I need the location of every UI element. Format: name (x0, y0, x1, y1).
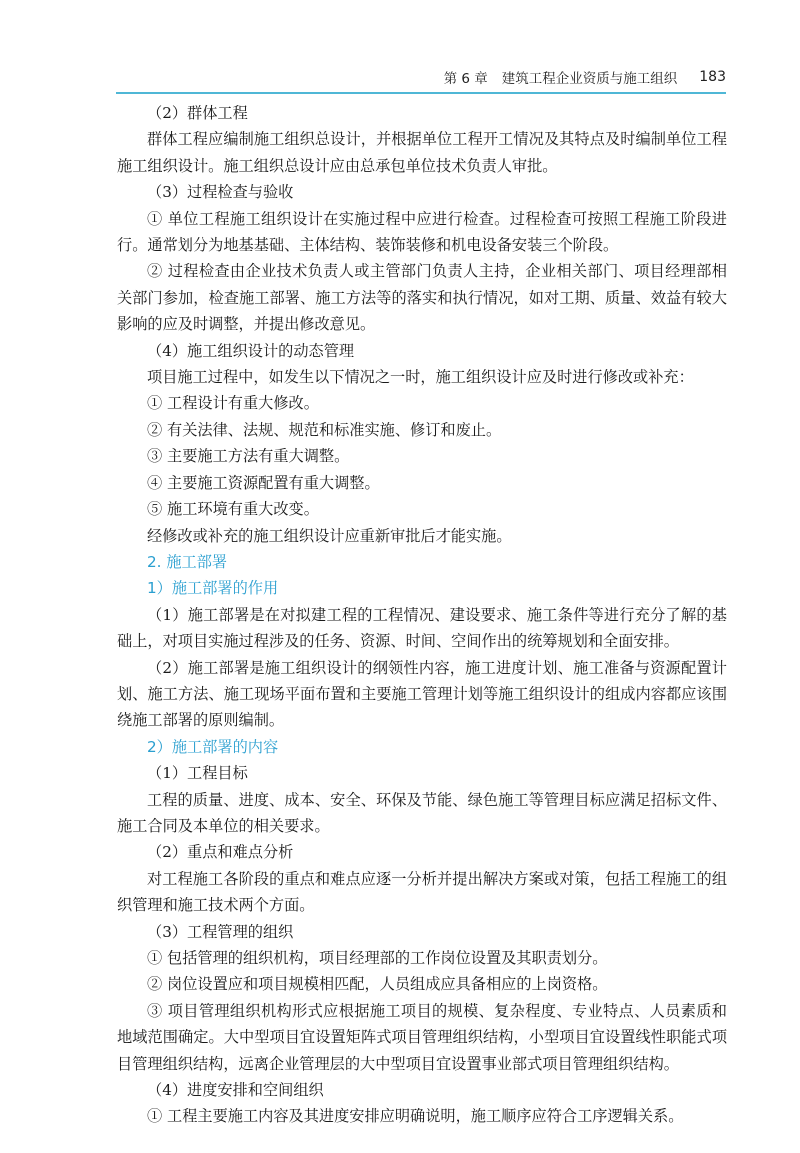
header-rule (116, 92, 726, 94)
chapter-label: 第 6 章 (443, 71, 488, 87)
paragraph: 经修改或补充的施工组织设计应重新审批后才能实施。 (147, 526, 512, 545)
paragraph: 群体工程应编制施工组织总设计，并根据单位工程开工情况及其特点及时编制单位工程施工组织设计。施工组织总设计应由总承包单位技术负责人审批。 (117, 130, 727, 175)
page-number: 183 (699, 69, 726, 85)
paragraph: ④ 主要施工资源配置有重大调整。 (147, 473, 380, 492)
paragraph: ① 工程设计有重大修改。 (147, 394, 319, 413)
paragraph: ② 有关法律、法规、规范和标准实施、修订和废止。 (147, 420, 502, 439)
paragraph: （2）重点和难点分析 (147, 843, 294, 862)
paragraph: （1）施工部署是在对拟建工程的工程情况、建设要求、施工条件等进行充分了解的基础上，对项目实施过程涉及的任务、资源、时间、空间作出的统筹规划和全面安排。 (117, 605, 727, 651)
paragraph: ① 包括管理的组织机构，项目经理部的工作岗位设置及其职责划分。 (147, 949, 608, 967)
section-heading: 1）施工部署的作用 (147, 579, 279, 598)
body-text (117, 100, 727, 1130)
chapter-title: 建筑工程企业资质与施工组织 (501, 71, 678, 87)
paragraph: （4）进度安排和空间组织 (147, 1081, 324, 1100)
paragraph: ② 岗位设置应和项目规模相匹配，人员组成应具备相应的上岗资格。 (147, 975, 608, 994)
paragraph: （3）工程管理的组织 (147, 922, 294, 941)
paragraph: 对工程施工各阶段的重点和难点应逐一分析并提出解决方案或对策，包括工程施工的组织管理和施工技术两个方面。 (117, 869, 727, 915)
paragraph: ③ 主要施工方法有重大调整。 (147, 447, 350, 466)
paragraph: ③ 项目管理组织机构形式应根据施工项目的规模、复杂程度、专业特点、人员素质和地域范围确定。大中型项目宜设置矩阵式项目管理组织结构，小型项目宜设置线性职能式项目管理组织结构，远离企业管理层的大中型项目宜设置事业部式项目管理组织结构。 (117, 1001, 727, 1073)
paragraph: （1）工程目标 (147, 764, 248, 783)
paragraph: ① 工程主要施工内容及其进度安排应明确说明，施工顺序应符合工序逻辑关系。 (147, 1107, 684, 1126)
paragraph: （2）施工部署是施工组织设计的纲领性内容，施工进度计划、施工准备与资源配置计划、施工方法、施工现场平面布置和主要施工管理计划等施工组织设计的组成内容都应该围绕施工部署的原则编制。 (117, 658, 727, 730)
paragraph: ② 过程检查由企业技术负责人或主管部门负责人主持，企业相关部门、项目经理部相关部门参加，检查施工部署、施工方法等的落实和执行情况，如对工期、质量、效益有较大影响的应及时调整，并提出修改意见。 (117, 262, 727, 334)
section-heading: 2. 施工部署 (147, 552, 228, 571)
paragraph: （3）过程检查与验收 (147, 183, 294, 202)
paragraph: 项目施工过程中，如发生以下情况之一时，施工组织设计应及时进行修改或补充： (147, 368, 694, 387)
paragraph: （4）施工组织设计的动态管理 (147, 341, 355, 360)
paragraph: （2）群体工程 (147, 104, 248, 122)
paragraph: 工程的质量、进度、成本、安全、环保及节能、绿色施工等管理目标应满足招标文件、施工合同及本单位的相关要求。 (117, 790, 727, 835)
paragraph: ① 单位工程施工组织设计在实施过程中应进行检查。过程检查可按照工程施工阶段进行。通常划分为地基基础、主体结构、装饰装修和机电设备安装三个阶段。 (117, 209, 727, 255)
section-heading: 2）施工部署的内容 (147, 737, 279, 756)
paragraph: ⑤ 施工环境有重大改变。 (147, 500, 319, 519)
running-header (116, 64, 726, 90)
